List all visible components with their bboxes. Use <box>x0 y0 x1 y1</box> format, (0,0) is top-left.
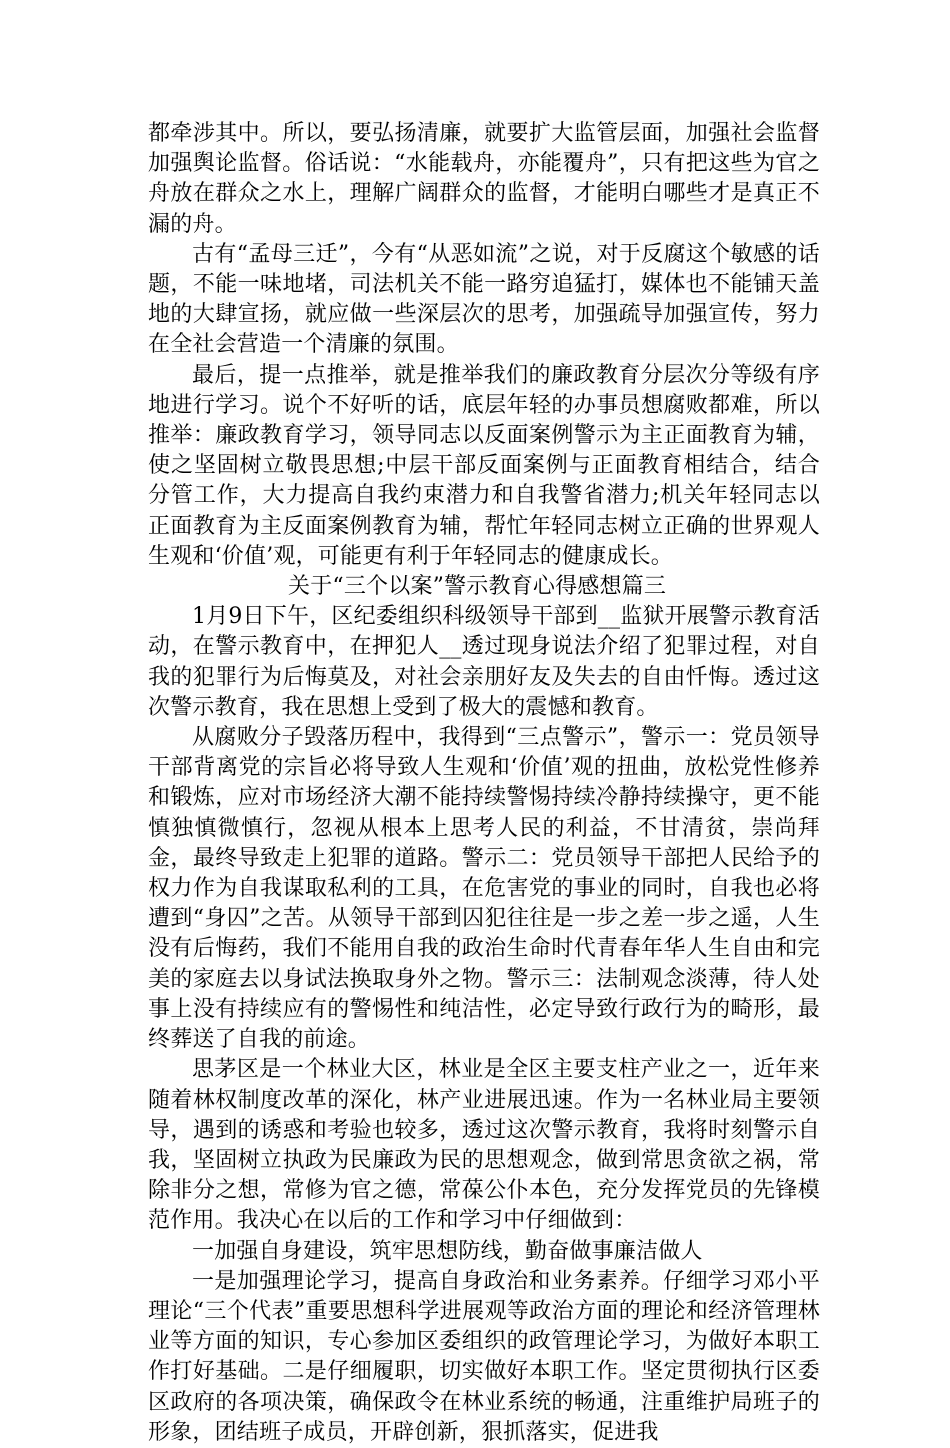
paragraph: 最后，提一点推举，就是推举我们的廉政教育分层次分等级有序地进行学习。说个不好听的话，底层年轻的办事员想腐败都难，所以推举：廉政教育学习，领导同志以反面案例警示为主正面教育为辅，使之坚固树立敬畏思想;中层干部反面案例与正面教育相结合，结合分管工作，大力提高自我约束潜力和自我警省潜力;机关年轻同志以正面教育为主反面案例教育为辅，帮忙年轻同志树立正确的世界观人生观和‘价值’观，可能更有利于年轻同志的健康成长。 <box>148 362 820 569</box>
paragraph: 一是加强理论学习，提高自身政治和业务素养。仔细学习邓小平理论“三个代表”重要思想科学进展观等政治方面的理论和经济管理林业等方面的知识，专心参加区委组织的政管理论学习，为做好本职工作打好基础。二是仔细履职，切实做好本职工作。坚定贯彻执行区委区政府的各项决策，确保政令在林业系统的畅通，注重维护局班子的形象，团结班子成员，开辟创新，狠抓落实，促进我 <box>148 1268 820 1445</box>
paragraph: 都牵涉其中。所以，要弘扬清廉，就要扩大监管层面，加强社会监督加强舆论监督。俗话说：“水能载舟，亦能覆舟”，只有把这些为官之舟放在群众之水上，理解广阔群众的监督，才能明白哪些才是真正不漏的舟。 <box>148 121 820 237</box>
paragraph: 思茅区是一个林业大区，林业是全区主要支柱产业之一，近年来随着林权制度改革的深化，林产业进展迅速。作为一名林业局主要领导，遇到的诱惑和考验也较多，透过这次警示教育，我将时刻警示自我，坚固树立执政为民廉政为民的思想观念，做到常思贪欲之祸，常除非分之想，常修为官之德，常葆公仆本色，充分发挥党员的先锋模范作用。我决心在以后的工作和学习中仔细做到： <box>148 1057 820 1234</box>
section-heading: 关于“三个以案”警示教育心得感想篇三 <box>288 574 667 600</box>
document-page <box>148 119 820 1448</box>
paragraph: 古有“孟母三迁”，今有“从恶如流”之说，对于反腐这个敏感的话题，不能一味地堵，司法机关不能一路穷追猛打，媒体也不能铺天盖地的大肆宣扬，就应做一些深层次的思考，加强疏导加强宣传，努力在全社会营造一个清廉的氛围。 <box>148 241 820 358</box>
subheading: 一加强自身建设，筑牢思想防线，勤奋做事廉洁做人 <box>192 1238 703 1264</box>
paragraph: 1月9日下午，区纪委组织科级领导干部到__监狱开展警示教育活动，在警示教育中，在押犯人__透过现身说法介绍了犯罪过程，对自我的犯罪行为后悔莫及，对社会亲朋好友及失去的自由忏悔。透过这次警示教育，我在思想上受到了极大的震憾和教育。 <box>148 604 820 720</box>
paragraph: 从腐败分子毁落历程中，我得到“三点警示”，警示一：党员领导干部背离党的宗旨必将导致人生观和‘价值’观的扭曲，放松党性修养和锻炼，应对市场经济大潮不能持续警惕持续冷静持续操守，更不能慎独慎微慎行，忽视从根本上思考人民的利益，不甘清贫，崇尚拜金，最终导致走上犯罪的道路。警示二：党员领导干部把人民给予的权力作为自我谋取私利的工具，在危害党的事业的同时，自我也必将遭到“身囚”之苦。从领导干部到囚犯往往是一步之差一步之遥，人生没有后悔药，我们不能用自我的政治生命时代青春年华人生自由和完美的家庭去以身试法换取身外之物。警示三：法制观念淡薄，待人处事上没有持续应有的警惕性和纯洁性，必定导致行政行为的畸形，最终葬送了自我的前途。 <box>148 725 820 1053</box>
